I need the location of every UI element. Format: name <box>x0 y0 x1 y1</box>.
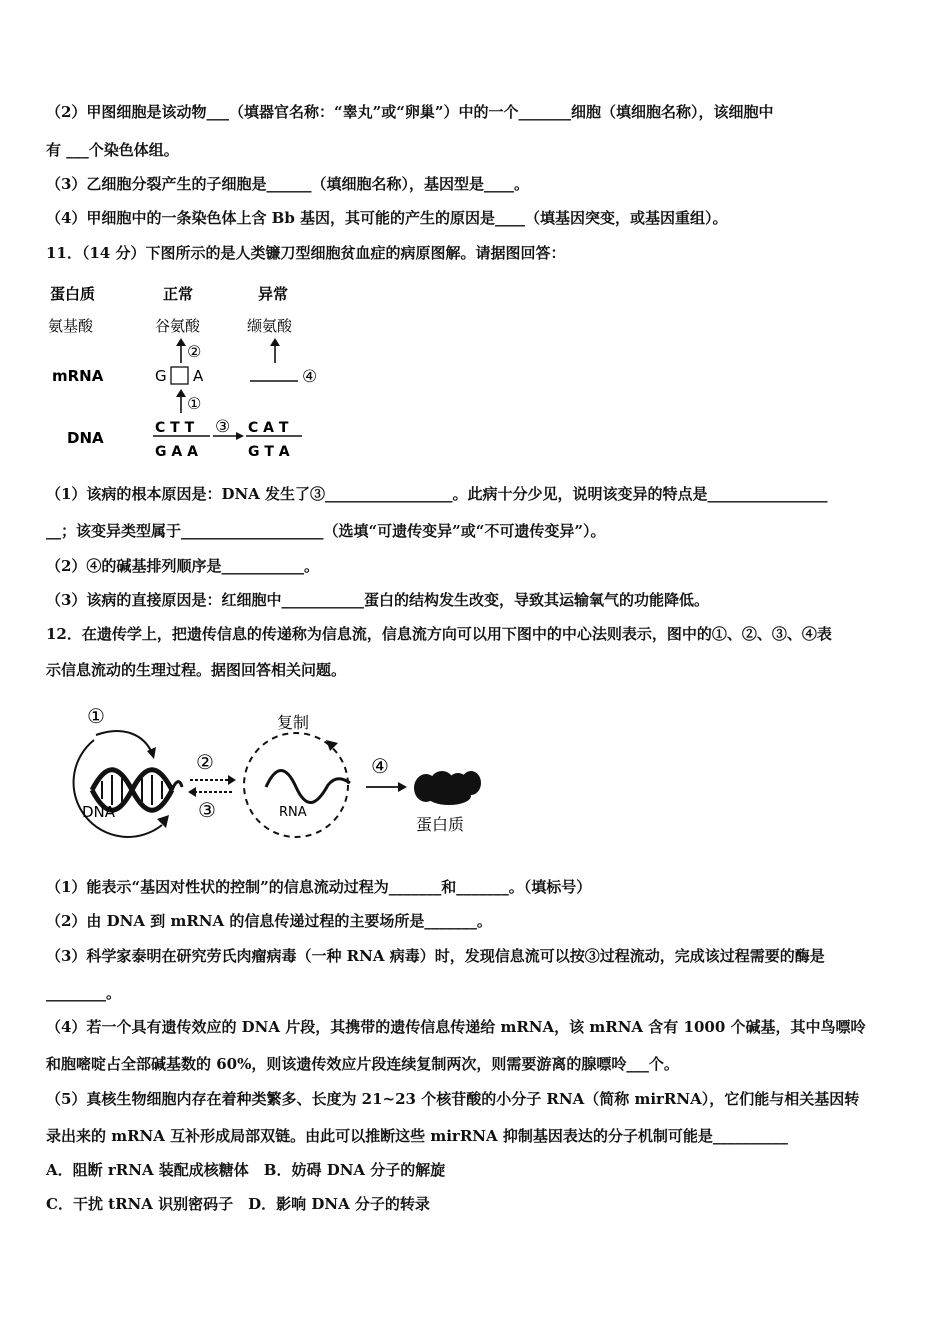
dogma-rna-label: RNA <box>279 805 307 820</box>
q11-1-line2: __；该变异类型属于___________________（选填“可遗传变异”或“不可遗传变异”）。 <box>46 522 606 540</box>
dogma-mark-2: ② <box>196 750 214 774</box>
mark-3: ③ <box>215 417 231 437</box>
dogma-mark-3: ③ <box>198 798 216 822</box>
q11-1-line1: （1）该病的根本原因是：DNA 发生了③_________________。此病十分少见，说明该变异的特点是________________ <box>46 485 828 503</box>
q12-3-line1: （3）科学家泰明在研究劳氏肉瘤病毒（一种 RNA 病毒）时，发现信息流可以按③过程流动，完成该过程需要的酶是 <box>46 947 825 965</box>
mrna-left: G <box>155 367 167 385</box>
dogma-mark-1: ① <box>87 704 105 728</box>
abnormal-amino: 缬氨酸 <box>247 317 293 335</box>
row-mrna: mRNA <box>52 367 104 385</box>
dogma-dna-label: DNA <box>82 803 116 821</box>
q12-4-line2: 和胞嘧啶占全部碱基数的 60%，则该遗传效应片段连续复制两次，则需要游离的腺嘌呤___个。 <box>46 1055 679 1073</box>
q12-5-line2: 录出来的 mRNA 互补形成局部双链。由此可以推断这些 mirRNA 抑制基因表达的分子机制可能是__________ <box>46 1127 788 1145</box>
mark-1: ① <box>187 394 202 413</box>
mrna-blank-box <box>171 367 188 384</box>
q10-2-line1: （2）甲图细胞是该动物___（填器官名称：“睾丸”或“卵巢”）中的一个_______细胞（填细胞名称），该细胞中 <box>46 103 774 121</box>
q12-3-line2: ________。 <box>46 984 122 1002</box>
row-amino: 氨基酸 <box>48 317 94 335</box>
q12-5-options-ab: A．阻断 rRNA 装配成核糖体 B．妨碍 DNA 分子的解旋 <box>46 1161 446 1179</box>
q12-stem-line2: 示信息流动的生理过程。据图回答相关问题。 <box>46 661 347 679</box>
normal-amino: 谷氨酸 <box>155 317 201 335</box>
dna-normal-top: C T T <box>155 420 195 436</box>
q12-5-line1: （5）真核生物细胞内存在着种类繁多、长度为 21~23 个核苷酸的小分子 RNA（简称 mirRNA），它们能与相关基因转 <box>46 1090 860 1108</box>
q12-stem-line1: 12．在遗传学上，把遗传信息的传递称为信息流，信息流方向可以用下图中的中心法则表示，图中的①、②、③、④表 <box>46 625 832 643</box>
mark-4: ④ <box>302 367 318 387</box>
protein-blob-icon <box>414 771 481 805</box>
central-dogma-diagram <box>44 695 494 845</box>
q10-2-line2: 有 ___个染色体组。 <box>46 141 179 159</box>
mark-2: ② <box>187 342 202 361</box>
dogma-mark-4: ④ <box>371 754 389 778</box>
dna-normal-bottom: G A A <box>155 444 198 460</box>
q12-4-line1: （4）若一个具有遗传效应的 DNA 片段，其携带的遗传信息传递给 mRNA，该 mRNA 含有 1000 个碱基，其中鸟嘌呤 <box>46 1018 866 1036</box>
mrna-right: A <box>193 367 204 385</box>
row-dna: DNA <box>67 429 104 447</box>
q10-3: （3）乙细胞分裂产生的子细胞是______（填细胞名称），基因型是____。 <box>46 175 529 193</box>
q11-3: （3）该病的直接原因是：红细胞中___________蛋白的结构发生改变，导致其运输氧气的功能降低。 <box>46 591 709 609</box>
header-abnormal: 异常 <box>258 285 289 303</box>
header-normal: 正常 <box>163 285 194 303</box>
q12-2: （2）由 DNA 到 mRNA 的信息传递过程的主要场所是_______。 <box>46 912 492 930</box>
header-protein: 蛋白质 <box>50 285 96 303</box>
sickle-cell-diagram <box>40 278 340 468</box>
dna-abnormal-top: C A T <box>248 420 289 436</box>
q11-2: （2）④的碱基排列顺序是___________。 <box>46 557 319 575</box>
q10-4: （4）甲细胞中的一条染色体上含 Bb 基因，其可能的产生的原因是____（填基因突变，或基因重组）。 <box>46 209 728 227</box>
q11-stem: 11．（14 分）下图所示的是人类镰刀型细胞贫血症的病原图解。请据图回答： <box>46 244 566 262</box>
q12-5-options-cd: C．干扰 tRNA 识别密码子 D．影响 DNA 分子的转录 <box>46 1195 430 1213</box>
dogma-protein-label: 蛋白质 <box>416 815 465 834</box>
dogma-replicate: 复制 <box>277 713 310 732</box>
q12-1: （1）能表示“基因对性状的控制”的信息流动过程为_______和_______。（填标号） <box>46 878 592 896</box>
dna-abnormal-bottom: G T A <box>248 444 290 460</box>
